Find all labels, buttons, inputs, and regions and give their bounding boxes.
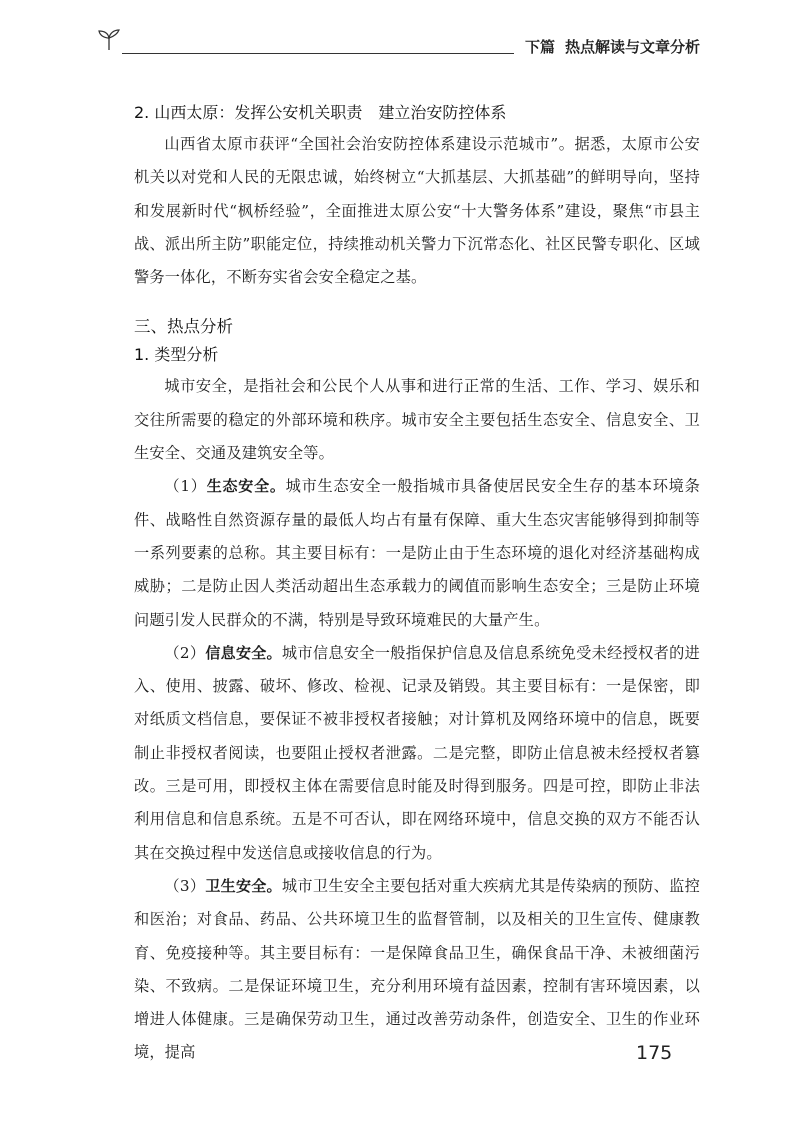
item-number: （2） bbox=[164, 643, 206, 662]
item-number: （3） bbox=[164, 876, 206, 895]
page-number: 175 bbox=[636, 1042, 673, 1064]
item-text: 城市信息安全一般指保护信息及信息系统免受未经授权者的进入、使用、披露、破坏、修改、检视、记录及销毁。其主要目标有：一是保密，即对纸质文档信息，要保证不被非授权者接触；对计算机及网络环境中的信息，既要制止非授权者阅读，也要阻止授权者泄露。二是完整，即防止信息被未经授权者篡改。三是可用，即授权主体在需要信息时能及时得到服务。四是可控，即防止非法利用信息和信息系统。五是不可否认，即在网络环境中，信息交换的双方不能否认其在交换过程中发送信息或接收信息的行为。 bbox=[134, 643, 700, 862]
item-lead: 生态安全。 bbox=[206, 477, 286, 496]
header-section-label bbox=[515, 36, 700, 57]
item-ecological-security bbox=[134, 470, 700, 636]
item-health-security bbox=[134, 870, 700, 1070]
sprout-icon bbox=[96, 26, 122, 52]
header-part: 下篇 bbox=[524, 38, 555, 56]
item-text: 城市生态安全一般指城市具备使居民安全生存的基本环境条件、战略性自然资源存量的最低人均占有量有保障、重大生态灾害能够得到抑制等一系列要素的总称。其主要目标有：一是防止由于生态环境的退化对经济基础构成威胁；二是防止因人类活动超出生态承载力的阈值而影响生态安全；三是防止环境问题引发人民群众的不满，特别是导致环境难民的大量产生。 bbox=[134, 477, 700, 629]
header-title: 热点解读与文章分析 bbox=[564, 38, 700, 56]
case2-heading: 2. 山西太原：发挥公安机关职责 建立治安防控体系 bbox=[134, 103, 507, 122]
item-text: 城市卫生安全主要包括对重大疾病尤其是传染病的预防、监控和医治；对食品、药品、公共环境卫生的监督管制，以及相关的卫生宣传、健康教育、免疫接种等。其主要目标有：一是保障食品卫生，确保食品干净、未被细菌污染、不致病。二是保证环境卫生，充分利用环境有益因素，控制有害环境因素，以增进人体健康。三是确保劳动卫生，通过改善劳动条件，创造安全、卫生的作业环境，提高 bbox=[134, 876, 700, 1062]
header-rule bbox=[122, 53, 514, 54]
part3-heading: 三、热点分析 bbox=[134, 317, 233, 337]
page-body bbox=[134, 100, 700, 1070]
item-lead: 卫生安全。 bbox=[205, 876, 282, 895]
item-number: （1） bbox=[164, 477, 207, 496]
running-header bbox=[96, 22, 700, 62]
item-information-security bbox=[134, 637, 700, 870]
item-lead: 信息安全。 bbox=[205, 643, 282, 662]
type-intro-paragraph: 城市安全，是指社会和公民个人从事和进行正常的生活、工作、学习、娱乐和交往所需要的稳定的外部环境和秩序。城市安全主要包括生态安全、信息安全、卫生安全、交通及建筑安全等。 bbox=[134, 377, 700, 463]
case2-paragraph: 山西省太原市获评“全国社会治安防控体系建设示范城市”。据悉，太原市公安机关以对党和人民的无限忠诚，始终树立“大抓基层、大抓基础”的鲜明导向，坚持和发展新时代“枫桥经验”，全面推进太原公安“十大警务体系”建设，聚焦“市县主战、派出所主防”职能定位，持续推动机关警力下沉常态化、社区民警专职化、区域警务一体化，不断夯实省会安全稳定之基。 bbox=[134, 135, 700, 287]
type-analysis-heading: 1. 类型分析 bbox=[134, 345, 219, 365]
